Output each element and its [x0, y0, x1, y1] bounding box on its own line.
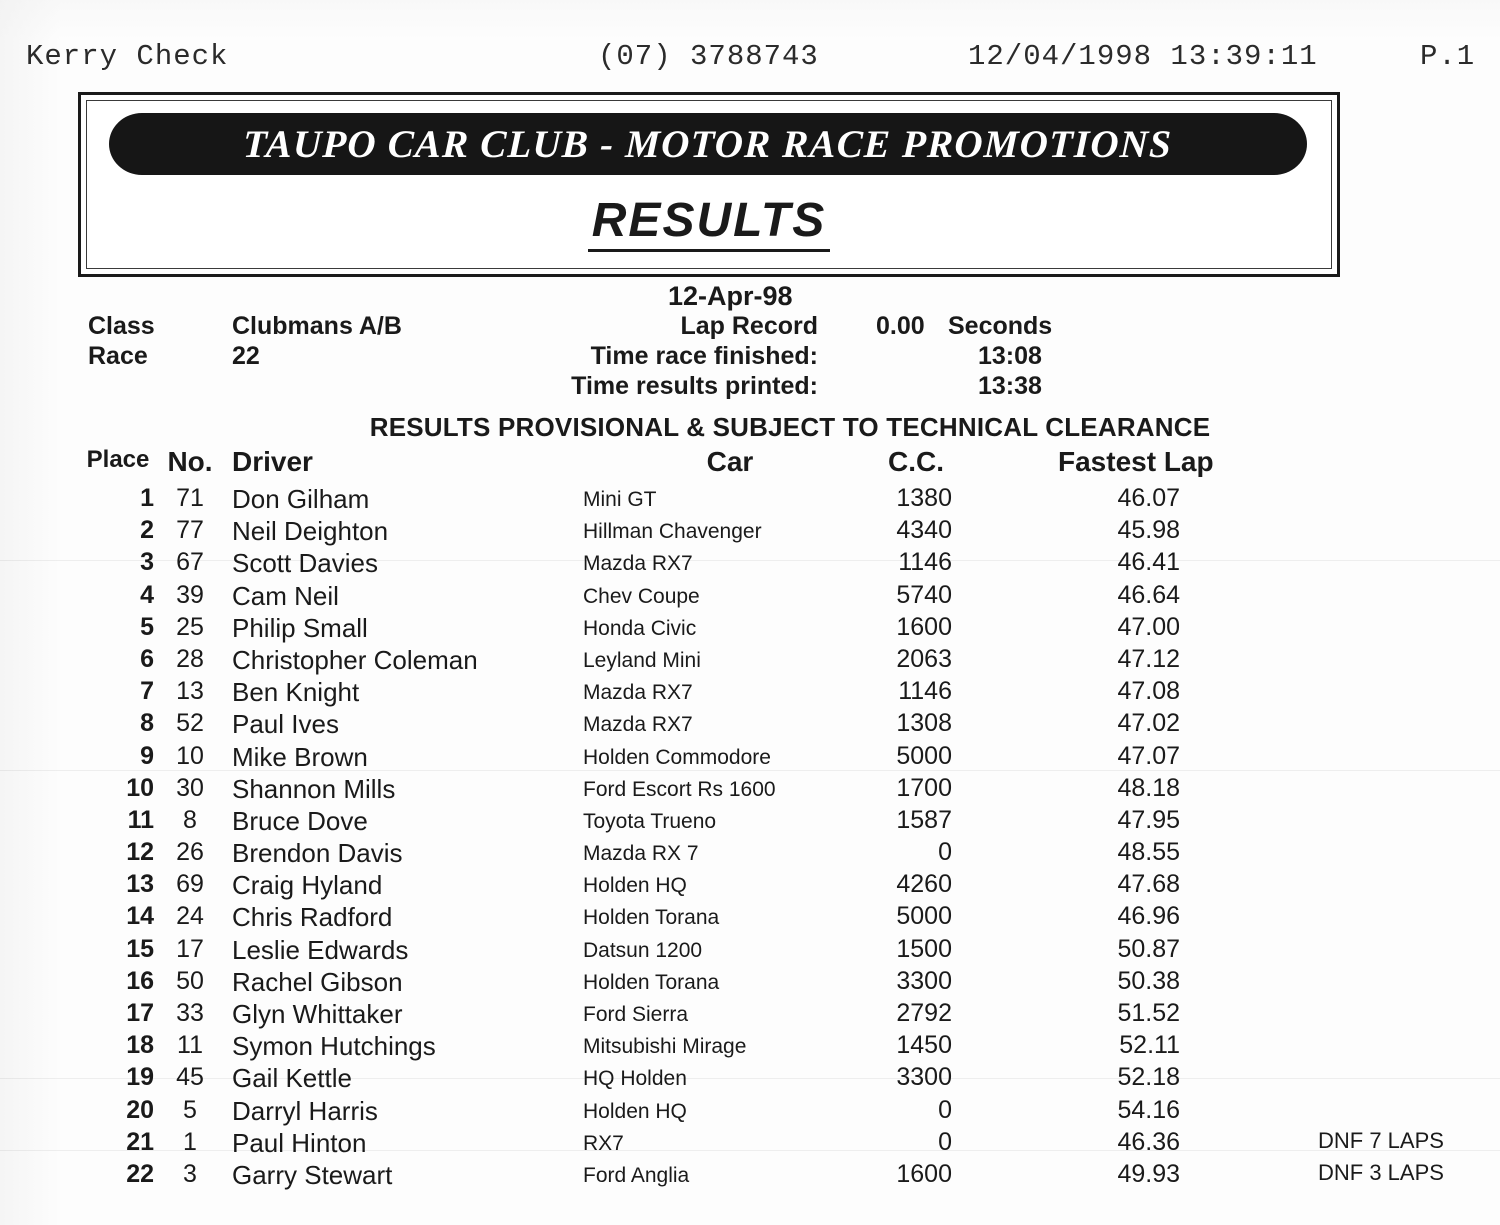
- cell-place: 19: [126, 1063, 154, 1092]
- cell-cc: 1308: [896, 709, 952, 738]
- cell-fastest-lap: 46.41: [1117, 548, 1180, 577]
- table-header-row: [0, 446, 1500, 484]
- header-driver: Driver: [232, 446, 313, 477]
- cell-number: 33: [176, 999, 204, 1027]
- cell-car: Holden HQ: [583, 1099, 687, 1123]
- table-row: [0, 1063, 1500, 1095]
- cell-number: 3: [183, 1159, 197, 1188]
- table-row: [0, 516, 1500, 548]
- cell-place: 20: [126, 1095, 154, 1124]
- cell-place: 14: [126, 902, 154, 931]
- cell-fastest-lap: 47.07: [1117, 741, 1180, 770]
- fax-sender-name: Kerry Check: [26, 40, 229, 73]
- table-row: [0, 806, 1500, 838]
- meta-row-race: [0, 342, 1500, 372]
- cell-driver: Bruce Dove: [232, 805, 368, 836]
- cell-driver: Leslie Edwards: [232, 934, 409, 965]
- table-row: [0, 838, 1500, 870]
- cell-place: 15: [126, 934, 154, 963]
- cell-number: 50: [176, 966, 204, 995]
- cell-driver: Chris Radford: [232, 902, 393, 933]
- cell-place: 16: [126, 966, 154, 995]
- cell-fastest-lap: 47.02: [1117, 709, 1180, 738]
- cell-fastest-lap: 47.00: [1117, 612, 1180, 641]
- cell-number: 30: [176, 773, 204, 802]
- cell-car: Holden Torana: [583, 970, 720, 994]
- cell-cc: 1380: [896, 484, 952, 512]
- club-banner-text: TAUPO CAR CLUB - MOTOR RACE PROMOTIONS: [242, 122, 1174, 166]
- table-row: [0, 774, 1500, 806]
- cell-driver: Ben Knight: [232, 677, 360, 708]
- cell-car: Holden Commodore: [583, 745, 771, 769]
- cell-number: 25: [176, 612, 204, 641]
- cell-number: 24: [176, 902, 204, 931]
- cell-fastest-lap: 46.36: [1117, 1127, 1180, 1156]
- fax-sender-phone: (07) 3788743: [598, 40, 819, 73]
- cell-place: 13: [126, 870, 154, 899]
- cell-cc: 1700: [896, 773, 952, 802]
- cell-place: 22: [126, 1159, 154, 1188]
- cell-number: 11: [177, 1031, 203, 1060]
- cell-fastest-lap: 51.52: [1117, 999, 1180, 1027]
- table-row: [0, 935, 1500, 967]
- cell-number: 52: [176, 709, 204, 738]
- time-printed-value: 13:38: [978, 372, 1042, 400]
- cell-fastest-lap: 47.95: [1117, 805, 1180, 834]
- cell-number: 45: [176, 1063, 204, 1092]
- header-place: Place: [86, 446, 150, 473]
- cell-fastest-lap: 47.12: [1117, 644, 1180, 673]
- cell-cc: 1146: [898, 548, 952, 577]
- cell-fastest-lap: 48.18: [1117, 773, 1180, 802]
- cell-driver: Mike Brown: [232, 741, 368, 772]
- cell-cc: 3300: [896, 966, 952, 995]
- cell-driver: Brendon Davis: [232, 838, 403, 869]
- cell-driver: Gail Kettle: [232, 1063, 352, 1094]
- results-table: [0, 446, 1500, 1192]
- header-cc: C.C.: [888, 446, 944, 477]
- cell-car: Ford Escort Rs 1600: [583, 777, 776, 801]
- cell-cc: 5740: [896, 580, 952, 609]
- race-value: 22: [232, 342, 260, 370]
- fax-timestamp: 12/04/1998 13:39:11: [968, 40, 1318, 73]
- cell-place: 3: [140, 548, 154, 577]
- table-row: [0, 999, 1500, 1031]
- table-row: [0, 677, 1500, 709]
- cell-fastest-lap: 48.55: [1117, 838, 1180, 867]
- cell-fastest-lap: 49.93: [1117, 1159, 1180, 1188]
- cell-car: Chev Coupe: [583, 584, 700, 608]
- header-car: Car: [706, 446, 754, 477]
- cell-cc: 0: [938, 838, 952, 867]
- time-printed-label: Time results printed:: [571, 372, 818, 400]
- cell-car: Datsun 1200: [583, 938, 703, 962]
- cell-cc: 1600: [896, 1159, 952, 1188]
- cell-place: 6: [140, 644, 154, 673]
- cell-car: Honda Civic: [583, 616, 697, 640]
- cell-car: Hillman Chavenger: [583, 520, 762, 544]
- cell-place: 8: [140, 709, 154, 738]
- cell-driver: Rachel Gibson: [232, 966, 403, 997]
- cell-car: Ford Anglia: [583, 1163, 690, 1187]
- club-banner: [109, 113, 1307, 175]
- cell-note: DNF 7 LAPS: [1318, 1127, 1444, 1153]
- cell-place: 12: [126, 838, 154, 867]
- fax-page-number: P.1: [1420, 40, 1476, 73]
- cell-number: 10: [176, 741, 204, 770]
- cell-car: Mazda RX7: [583, 681, 693, 705]
- table-row: [0, 709, 1500, 741]
- table-row: [0, 870, 1500, 902]
- cell-number: 77: [176, 516, 204, 545]
- cell-cc: 3300: [896, 1063, 952, 1092]
- cell-car: Mazda RX 7: [583, 842, 699, 866]
- cell-driver: Don Gilham: [232, 484, 370, 514]
- cell-driver: Symon Hutchings: [232, 1031, 436, 1062]
- table-row: [0, 742, 1500, 774]
- cell-place: 1: [140, 484, 154, 512]
- cell-number: 67: [176, 548, 204, 577]
- cell-driver: Glyn Whittaker: [232, 999, 403, 1029]
- event-date: 12-Apr-98: [668, 281, 793, 311]
- cell-cc: 0: [938, 1095, 952, 1124]
- cell-place: 21: [126, 1127, 154, 1156]
- cell-number: 8: [183, 805, 197, 834]
- cell-driver: Christopher Coleman: [232, 644, 478, 675]
- lap-record-value: 0.00: [876, 312, 925, 340]
- cell-car: Mini GT: [583, 488, 657, 511]
- cell-place: 5: [140, 612, 154, 641]
- cell-place: 4: [140, 580, 154, 609]
- cell-driver: Philip Small: [232, 612, 368, 643]
- cell-number: 26: [176, 838, 204, 867]
- cell-place: 2: [140, 516, 154, 545]
- cell-fastest-lap: 46.96: [1117, 902, 1180, 931]
- table-row: [0, 967, 1500, 999]
- cell-number: 28: [176, 644, 204, 673]
- cell-driver: Garry Stewart: [232, 1159, 393, 1190]
- cell-fastest-lap: 47.08: [1117, 677, 1180, 706]
- cell-car: Holden Torana: [583, 906, 720, 930]
- cell-place: 7: [140, 677, 154, 706]
- cell-number: 13: [176, 677, 204, 706]
- cell-car: Mazda RX7: [583, 552, 693, 576]
- cell-place: 17: [126, 999, 154, 1027]
- cell-cc: 2063: [896, 644, 952, 673]
- time-finished-label: Time race finished:: [590, 342, 818, 370]
- results-heading-text: RESULTS: [588, 194, 830, 252]
- cell-place: 11: [127, 805, 154, 834]
- cell-cc: 1500: [896, 934, 952, 963]
- cell-car: Holden HQ: [583, 874, 687, 898]
- cell-fastest-lap: 52.18: [1117, 1063, 1180, 1092]
- cell-driver: Cam Neil: [232, 580, 339, 611]
- table-body: [0, 484, 1500, 1192]
- header-fastest-lap: Fastest Lap: [1058, 446, 1214, 477]
- cell-fastest-lap: 52.11: [1119, 1031, 1180, 1060]
- cell-driver: Darryl Harris: [232, 1095, 378, 1126]
- cell-cc: 1587: [896, 805, 952, 834]
- cell-number: 5: [183, 1095, 197, 1124]
- cell-cc: 0: [938, 1127, 952, 1156]
- cell-car: RX7: [583, 1131, 624, 1155]
- cell-number: 1: [183, 1127, 197, 1156]
- cell-driver: Craig Hyland: [232, 870, 383, 901]
- cell-car: Ford Sierra: [583, 1003, 689, 1026]
- fax-header: [0, 40, 1500, 80]
- cell-car: Leyland Mini: [583, 648, 701, 672]
- table-row: [0, 613, 1500, 645]
- cell-cc: 4260: [896, 870, 952, 899]
- cell-cc: 4340: [896, 516, 952, 545]
- cell-number: 39: [176, 580, 204, 609]
- cell-fastest-lap: 46.07: [1117, 484, 1180, 512]
- cell-fastest-lap: 50.38: [1117, 966, 1180, 995]
- cell-cc: 5000: [896, 741, 952, 770]
- table-row: [0, 645, 1500, 677]
- cell-fastest-lap: 54.16: [1117, 1095, 1180, 1124]
- lap-record-units: Seconds: [948, 312, 1053, 340]
- lap-record-label: Lap Record: [680, 312, 818, 340]
- race-label: Race: [88, 342, 148, 370]
- table-row: [0, 1031, 1500, 1063]
- cell-cc: 1450: [896, 1031, 952, 1060]
- results-heading: [81, 193, 1337, 248]
- table-row: [0, 484, 1500, 516]
- cell-fastest-lap: 46.64: [1117, 580, 1180, 609]
- cell-place: 10: [126, 773, 154, 802]
- cell-cc: 5000: [896, 902, 952, 931]
- cell-driver: Paul Ives: [232, 709, 339, 740]
- table-row: [0, 1160, 1500, 1192]
- header-number: No.: [167, 446, 213, 477]
- cell-car: Mazda RX7: [583, 713, 693, 737]
- cell-driver: Paul Hinton: [232, 1127, 367, 1158]
- meta-row-class: [0, 312, 1500, 342]
- cell-driver: Scott Davies: [232, 548, 378, 579]
- table-row: [0, 1096, 1500, 1128]
- cell-place: 9: [140, 741, 154, 770]
- cell-cc: 2792: [896, 999, 952, 1027]
- cell-car: HQ Holden: [583, 1067, 687, 1091]
- table-row: [0, 548, 1500, 580]
- title-box: [78, 92, 1340, 277]
- cell-number: 69: [176, 870, 204, 899]
- class-label: Class: [88, 312, 155, 340]
- cell-number: 71: [176, 484, 204, 512]
- meta-row-printed: [0, 372, 1500, 402]
- cell-car: Toyota Trueno: [583, 809, 717, 833]
- cell-car: Mitsubishi Mirage: [583, 1035, 747, 1059]
- cell-fastest-lap: 50.87: [1117, 934, 1180, 963]
- cell-driver: Shannon Mills: [232, 773, 396, 804]
- cell-cc: 1146: [898, 677, 952, 706]
- meta-block: [0, 312, 1500, 402]
- table-row: [0, 902, 1500, 934]
- cell-note: DNF 3 LAPS: [1318, 1159, 1444, 1185]
- cell-fastest-lap: 45.98: [1117, 516, 1180, 545]
- time-finished-value: 13:08: [978, 342, 1042, 370]
- provisional-note: RESULTS PROVISIONAL & SUBJECT TO TECHNICAL CLEARANCE: [369, 412, 1211, 442]
- table-row: [0, 1128, 1500, 1160]
- table-row: [0, 581, 1500, 613]
- cell-driver: Neil Deighton: [232, 516, 389, 547]
- cell-fastest-lap: 47.68: [1117, 870, 1180, 899]
- class-value: Clubmans A/B: [232, 312, 402, 340]
- cell-place: 18: [126, 1031, 154, 1060]
- cell-number: 17: [176, 934, 204, 963]
- cell-cc: 1600: [896, 612, 952, 641]
